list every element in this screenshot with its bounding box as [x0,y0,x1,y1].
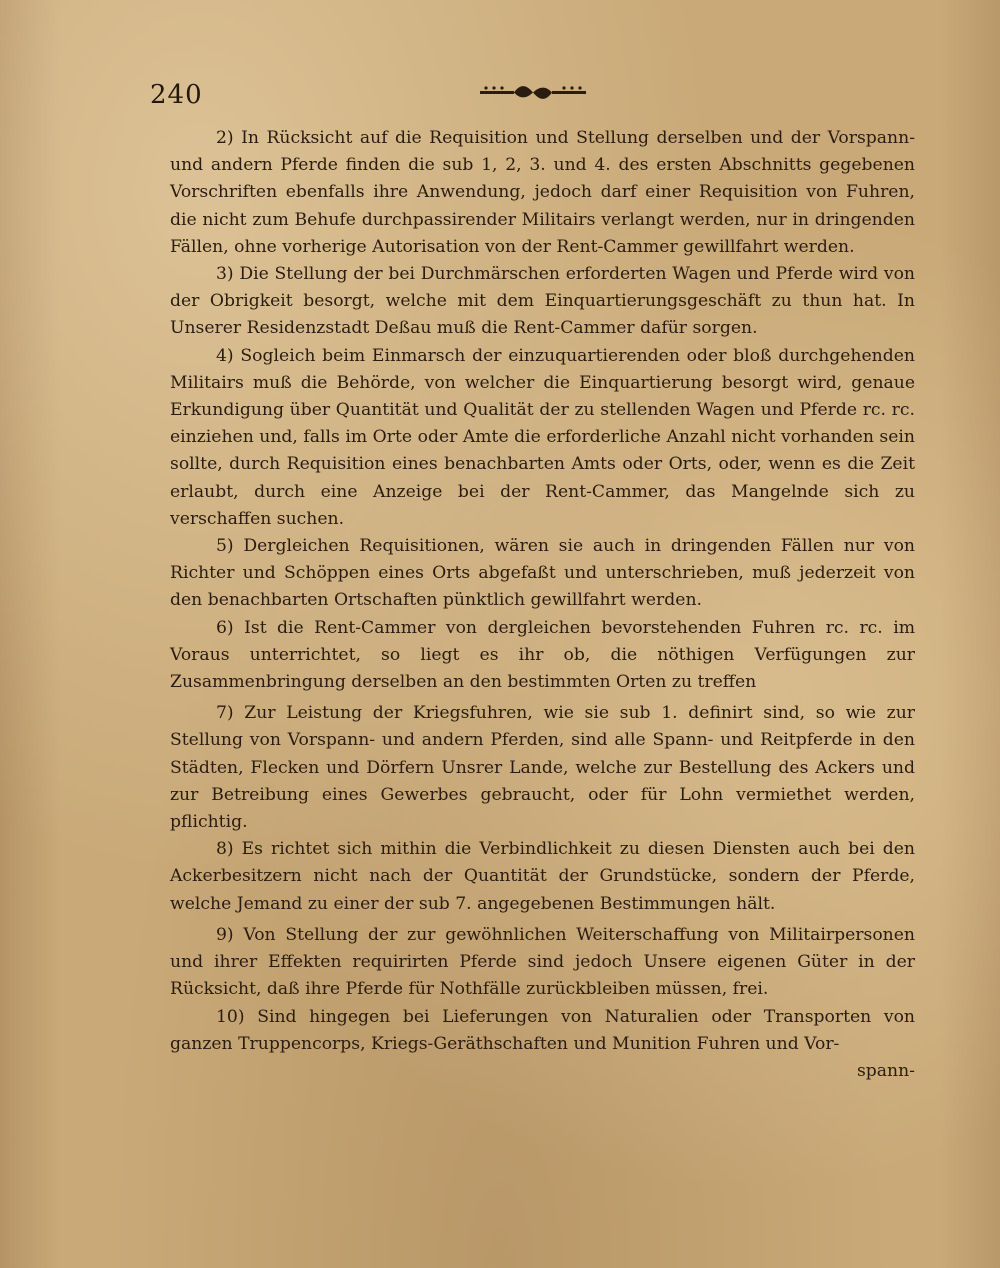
paragraph-7: 7) Zur Leistung der Kriegsfuhren, wie sie sub 1. definirt sind, so wie zur Stellung von Vorspann- und andern Pferden, sind alle Spann- und Reitpferde in den Städten, Flecken und Dörfern Unsrer Lande, welche zur Bestellung des Ackers und zur Betreibung eines Gewerbes gebraucht, oder für Lohn vermiethet werden, pflichtig. [170,703,915,833]
page-header [150,78,920,110]
paragraph-4: 4) Sogleich beim Einmarsch der einzuquartierenden oder bloß durchgehenden Militairs muß die Behörde, von welcher die Einquartierung besorgt wird, genaue Erkundigung über Quantität und Qualität der zu stellenden Wagen und Pferde rc. rc. einziehen und, falls im Orte oder Amte die erforderliche Anzahl nicht vorhanden sein sollte, durch Requisition eines benachbarten Amts oder Orts, oder, wenn es die Zeit erlaubt, durch eine Anzeige bei der Rent-Cammer, das Mangelnde sich zu verschaffen suchen. [170,345,915,529]
paragraph-6: 6) Ist die Rent-Cammer von dergleichen bevorstehenden Fuhren rc. rc. im Voraus unterrichtet, so liegt es ihr ob, die nöthigen Verfügungen zur Zusammenbringung derselben an den bestimmten Orten zu treffen [170,617,915,693]
paragraph-2: 2) In Rücksicht auf die Requisition und Stellung derselben und der Vorspann- und andern Pferde finden die sub 1, 2, 3. und 4. des ersten Abschnitts gegebenen Vorschriften ebenfalls ihre Anwendung, jedoch darf einer Requisition von Fuhren, die nicht zum Behufe durchpassirender Militairs verlangt werden, nur in dringenden Fällen, ohne vorherige Autorisation von der Rent-Cammer gewillfahrt werden. [170,128,915,257]
paragraph-8: 8) Es richtet sich mithin die Verbindlichkeit zu diesen Diensten auch bei den Ackerbesitzern nicht nach der Quantität der Grundstücke, sondern der Pferde, welche Jemand zu einer der sub 7. angegebenen Bestimmungen hält. [170,839,915,914]
paragraph-3: 3) Die Stellung der bei Durchmärschen erforderten Wagen und Pferde wird von der Obrigkeit besorgt, welche mit dem Einquartierungsgeschäft zu thun hat. In Unserer Residenzstadt Deßau muß die Rent-Cammer dafür sorgen. [170,264,915,339]
continuation-word: spann- [856,1060,915,1081]
page-number: 240 [150,80,203,110]
header-ornament-icon [478,82,588,100]
body-text [170,125,915,1085]
paragraph-5: 5) Dergleichen Requisitionen, wären sie auch in dringenden Fällen nur von Richter und Schöppen eines Orts abgefaßt und unterschrieben, muß jederzeit von den benachbarten Ortschaften pünktlich gewillfahrt werden. [170,536,915,611]
paragraph-10: 10) Sind hingegen bei Lieferungen von Naturalien oder Transporten von ganzen Truppencorps, Kriegs-Geräthschaften und Munition Fuhren und Vor- [170,1006,915,1054]
paragraph-9: 9) Von Stellung der zur gewöhnlichen Weiterschaffung von Militairpersonen und ihrer Effekten requirirten Pferde sind jedoch Unsere eigenen Güter in der Rücksicht, daß ihre Pferde für Nothfälle zurückbleiben müssen, frei. [170,924,915,1000]
